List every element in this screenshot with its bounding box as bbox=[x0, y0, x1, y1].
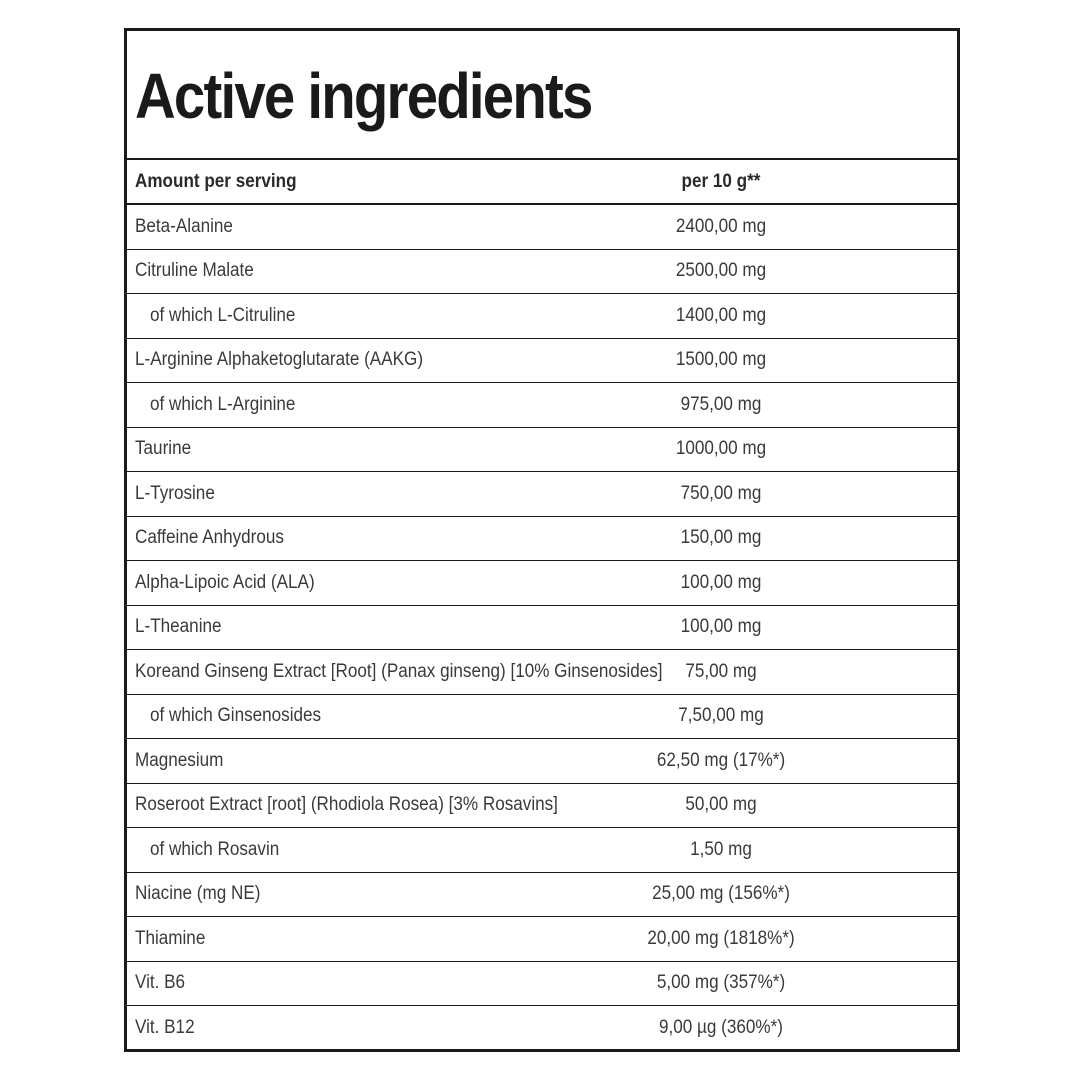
ingredient-amount: 1,50 mg bbox=[690, 838, 752, 860]
ingredient-amount: 2400,00 mg bbox=[675, 215, 767, 237]
table-header-row bbox=[127, 160, 957, 205]
ingredient-amount: 750,00 mg bbox=[680, 482, 762, 504]
table-row bbox=[127, 517, 957, 562]
ingredient-amount: 9,00 µg (360%*) bbox=[659, 1017, 783, 1039]
header-amount-column: per 10 g** bbox=[681, 170, 761, 192]
table-body bbox=[127, 205, 957, 1051]
header-name-column: Amount per serving bbox=[135, 170, 297, 192]
ingredient-name: Magnesium bbox=[135, 749, 224, 771]
ingredient-name: L-Theanine bbox=[135, 616, 222, 638]
ingredient-amount: 20,00 mg (1818%*) bbox=[647, 927, 795, 949]
table-row bbox=[127, 294, 957, 339]
table-row bbox=[127, 205, 957, 250]
table-row bbox=[127, 606, 957, 651]
table-row bbox=[127, 561, 957, 606]
table-row bbox=[127, 695, 957, 740]
ingredient-amount: 62,50 mg (17%*) bbox=[656, 749, 786, 771]
ingredients-table bbox=[127, 160, 957, 1051]
ingredient-name: Koreand Ginseng Extract [Root] (Panax ginseng) [10% Ginsenosides] bbox=[135, 660, 663, 682]
ingredient-amount: 2500,00 mg bbox=[675, 260, 767, 282]
ingredient-amount: 75,00 mg bbox=[685, 660, 757, 682]
ingredient-name: Alpha-Lipoic Acid (ALA) bbox=[135, 571, 315, 593]
ingredient-amount: 50,00 mg bbox=[685, 794, 757, 816]
table-row bbox=[127, 739, 957, 784]
ingredient-name: Caffeine Anhydrous bbox=[135, 527, 284, 549]
table-row bbox=[127, 250, 957, 295]
ingredient-name: of which L-Arginine bbox=[150, 393, 296, 415]
ingredient-name: Vit. B6 bbox=[135, 972, 186, 994]
table-row bbox=[127, 917, 957, 962]
table-row bbox=[127, 428, 957, 473]
ingredient-name: Taurine bbox=[135, 438, 192, 460]
ingredient-amount: 7,50,00 mg bbox=[678, 705, 764, 727]
table-row bbox=[127, 784, 957, 829]
ingredient-name: Citruline Malate bbox=[135, 260, 254, 282]
table-row bbox=[127, 383, 957, 428]
ingredient-name: of which L-Citruline bbox=[150, 304, 296, 326]
ingredient-name: Vit. B12 bbox=[135, 1017, 195, 1039]
ingredient-name: Beta-Alanine bbox=[135, 215, 233, 237]
ingredient-amount: 100,00 mg bbox=[680, 616, 762, 638]
ingredient-amount: 975,00 mg bbox=[680, 393, 762, 415]
ingredient-name: of which Ginsenosides bbox=[150, 705, 322, 727]
table-row bbox=[127, 1006, 957, 1051]
ingredient-name: Roseroot Extract [root] (Rhodiola Rosea) [3% Rosavins] bbox=[135, 794, 558, 816]
page-title: Active ingredients bbox=[135, 60, 592, 132]
table-row bbox=[127, 828, 957, 873]
ingredient-name: L-Arginine Alphaketoglutarate (AAKG) bbox=[135, 349, 424, 371]
ingredient-amount: 1400,00 mg bbox=[675, 304, 767, 326]
ingredient-name: Thiamine bbox=[135, 927, 206, 949]
ingredient-amount: 25,00 mg (156%*) bbox=[652, 883, 790, 905]
ingredient-amount: 1000,00 mg bbox=[675, 438, 767, 460]
ingredient-name: Niacine (mg NE) bbox=[135, 883, 261, 905]
ingredient-name: of which Rosavin bbox=[150, 838, 280, 860]
ingredient-amount: 5,00 mg (357%*) bbox=[656, 972, 786, 994]
table-row bbox=[127, 339, 957, 384]
ingredient-amount: 100,00 mg bbox=[680, 571, 762, 593]
table-row bbox=[127, 472, 957, 517]
ingredient-amount: 150,00 mg bbox=[680, 527, 762, 549]
table-row bbox=[127, 650, 957, 695]
table-row bbox=[127, 962, 957, 1007]
ingredient-name: L-Tyrosine bbox=[135, 482, 215, 504]
ingredients-panel bbox=[124, 28, 960, 1052]
table-row bbox=[127, 873, 957, 918]
ingredient-amount: 1500,00 mg bbox=[675, 349, 767, 371]
